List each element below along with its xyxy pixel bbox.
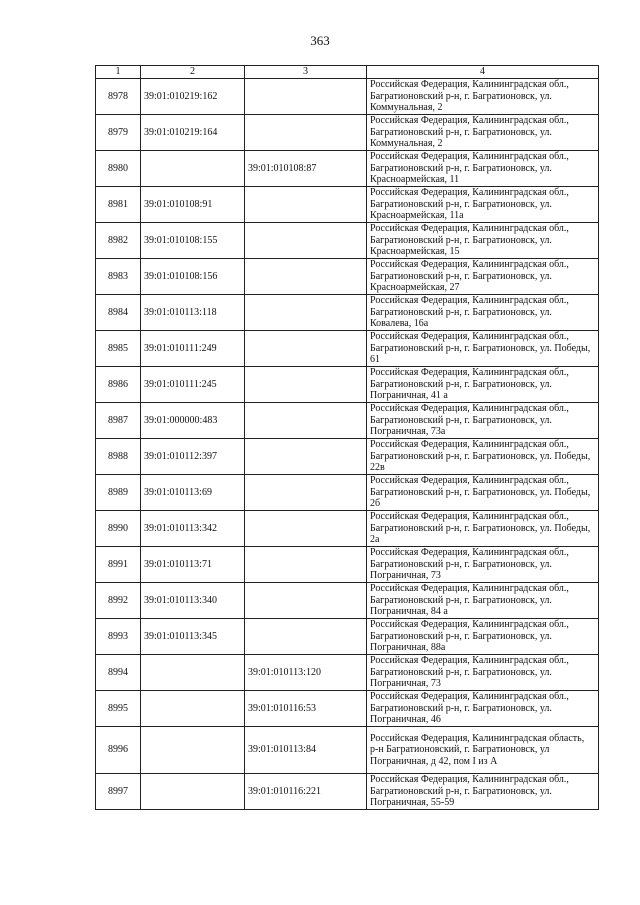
address-cell: Российская Федерация, Калининградская обл., Багратионовский р-н, г. Багратионовск, ул. Ковалева, 16а [367, 295, 599, 331]
table-row [96, 511, 599, 547]
address-cell: Российская Федерация, Калининградская обл., Багратионовский р-н, г. Багратионовск, ул. Победы, 2б [367, 475, 599, 511]
address-cell: Российская Федерация, Калининградская обл., Багратионовский р-н, г. Багратионовск, ул. Пограничная, 73 [367, 655, 599, 691]
cadastral-number-col3 [245, 439, 367, 475]
address-cell: Российская Федерация, Калининградская обл., Багратионовский р-н, г. Багратионовск, ул. Пограничная, 88а [367, 619, 599, 655]
address-cell: Российская Федерация, Калининградская обл., Багратионовский р-н, г. Багратионовск, ул. Пограничная, 55-59 [367, 774, 599, 810]
table-row [96, 151, 599, 187]
table-row [96, 475, 599, 511]
cadastral-number-col2 [141, 655, 245, 691]
cadastral-number-col2: 39:01:010111:245 [141, 367, 245, 403]
row-number: 8978 [96, 79, 141, 115]
registry-table [95, 65, 599, 810]
cadastral-number-col2: 39:01:010112:397 [141, 439, 245, 475]
cadastral-number-col2: 39:01:010219:162 [141, 79, 245, 115]
address-cell: Российская Федерация, Калининградская обл., Багратионовский р-н, г. Багратионовск, ул. Красноармейская, 15 [367, 223, 599, 259]
address-cell: Российская Федерация, Калининградская обл., Багратионовский р-н, г. Багратионовск, ул. Пограничная, 84 а [367, 583, 599, 619]
cadastral-number-col2: 39:01:010113:69 [141, 475, 245, 511]
table-row [96, 655, 599, 691]
address-cell: Российская Федерация, Калининградская обл., Багратионовский р-н, г. Багратионовск, ул. Пограничная, 46 [367, 691, 599, 727]
row-number: 8986 [96, 367, 141, 403]
table-row [96, 403, 599, 439]
table-row [96, 187, 599, 223]
cadastral-number-col2: 39:01:010108:91 [141, 187, 245, 223]
cadastral-number-col3 [245, 367, 367, 403]
cadastral-number-col2: 39:01:010113:340 [141, 583, 245, 619]
cadastral-number-col3 [245, 583, 367, 619]
row-number: 8996 [96, 727, 141, 774]
table-row [96, 691, 599, 727]
row-number: 8982 [96, 223, 141, 259]
cadastral-number-col2: 39:01:010108:155 [141, 223, 245, 259]
column-header-2: 2 [141, 66, 245, 79]
address-cell: Российская Федерация, Калининградская обл., Багратионовский р-н, г. Багратионовск, ул. Красноармейская, 11 [367, 151, 599, 187]
row-number: 8989 [96, 475, 141, 511]
row-number: 8991 [96, 547, 141, 583]
page-number: 363 [310, 33, 330, 48]
table-row [96, 115, 599, 151]
cadastral-number-col3 [245, 403, 367, 439]
cadastral-number-col2 [141, 151, 245, 187]
row-number: 8997 [96, 774, 141, 810]
cadastral-number-col2: 39:01:000000:483 [141, 403, 245, 439]
row-number: 8980 [96, 151, 141, 187]
cadastral-number-col3 [245, 295, 367, 331]
column-header-4: 4 [367, 66, 599, 79]
cadastral-number-col3: 39:01:010108:87 [245, 151, 367, 187]
cadastral-number-col3 [245, 547, 367, 583]
cadastral-number-col3 [245, 511, 367, 547]
cadastral-number-col3 [245, 475, 367, 511]
row-number: 8992 [96, 583, 141, 619]
cadastral-number-col2: 39:01:010113:71 [141, 547, 245, 583]
cadastral-number-col2 [141, 774, 245, 810]
address-cell: Российская Федерация, Калининградская обл., Багратионовский р-н, г. Багратионовск, ул. Коммунальная, 2 [367, 115, 599, 151]
table-row [96, 259, 599, 295]
cadastral-number-col3 [245, 187, 367, 223]
table-row [96, 583, 599, 619]
address-cell: Российская Федерация, Калининградская обл., Багратионовский р-н, г. Багратионовск, ул. Пограничная, 73а [367, 403, 599, 439]
address-cell: Российская Федерация, Калининградская обл., Багратионовский р-н, г. Багратионовск, ул. Пограничная, 41 а [367, 367, 599, 403]
cadastral-number-col2: 39:01:010113:118 [141, 295, 245, 331]
row-number: 8979 [96, 115, 141, 151]
cadastral-number-col3 [245, 259, 367, 295]
address-cell: Российская Федерация, Калининградская обл., Багратионовский р-н, г. Багратионовск, ул. Красноармейская, 11а [367, 187, 599, 223]
column-header-1: 1 [96, 66, 141, 79]
cadastral-number-col3: 39:01:010116:221 [245, 774, 367, 810]
cadastral-number-col3 [245, 79, 367, 115]
row-number: 8995 [96, 691, 141, 727]
cadastral-number-col2: 39:01:010108:156 [141, 259, 245, 295]
table-row [96, 619, 599, 655]
table-row [96, 727, 599, 774]
cadastral-number-col3 [245, 115, 367, 151]
table-row [96, 331, 599, 367]
table-row [96, 774, 599, 810]
address-cell: Российская Федерация, Калининградская обл., Багратионовский р-н, г. Багратионовск, ул. Пограничная, 73 [367, 547, 599, 583]
cadastral-number-col3 [245, 223, 367, 259]
row-number: 8988 [96, 439, 141, 475]
cadastral-number-col3: 39:01:010113:84 [245, 727, 367, 774]
address-cell: Российская Федерация, Калининградская обл., Багратионовский р-н, г. Багратионовск, ул. Красноармейская, 27 [367, 259, 599, 295]
table-row [96, 79, 599, 115]
cadastral-number-col2: 39:01:010113:342 [141, 511, 245, 547]
table-row [96, 223, 599, 259]
address-cell: Российская Федерация, Калининградская обл., Багратионовский р-н, г. Багратионовск, ул. Коммунальная, 2 [367, 79, 599, 115]
table-row [96, 547, 599, 583]
row-number: 8981 [96, 187, 141, 223]
cadastral-number-col2 [141, 691, 245, 727]
address-cell: Российская Федерация, Калининградская обл., Багратионовский р-н, г. Багратионовск, ул. Победы, 22в [367, 439, 599, 475]
table-body [96, 79, 599, 810]
cadastral-number-col3 [245, 331, 367, 367]
row-number: 8983 [96, 259, 141, 295]
column-header-3: 3 [245, 66, 367, 79]
table-row [96, 295, 599, 331]
cadastral-number-col2: 39:01:010219:164 [141, 115, 245, 151]
table-row [96, 367, 599, 403]
cadastral-number-col3: 39:01:010116:53 [245, 691, 367, 727]
row-number: 8987 [96, 403, 141, 439]
row-number: 8985 [96, 331, 141, 367]
row-number: 8993 [96, 619, 141, 655]
header-row [96, 66, 599, 79]
cadastral-number-col2: 39:01:010113:345 [141, 619, 245, 655]
cadastral-number-col2 [141, 727, 245, 774]
address-cell: Российская Федерация, Калининградская область, р-н Багратионовский, г. Багратионовск, ул Пограничная, д 42, пом I из А [367, 727, 599, 774]
table-row [96, 439, 599, 475]
row-number: 8990 [96, 511, 141, 547]
address-cell: Российская Федерация, Калининградская обл., Багратионовский р-н, г. Багратионовск, ул. Победы, 61 [367, 331, 599, 367]
address-cell: Российская Федерация, Калининградская обл., Багратионовский р-н, г. Багратионовск, ул. Победы, 2а [367, 511, 599, 547]
cadastral-number-col3 [245, 619, 367, 655]
cadastral-number-col2: 39:01:010111:249 [141, 331, 245, 367]
row-number: 8984 [96, 295, 141, 331]
row-number: 8994 [96, 655, 141, 691]
cadastral-number-col3: 39:01:010113:120 [245, 655, 367, 691]
